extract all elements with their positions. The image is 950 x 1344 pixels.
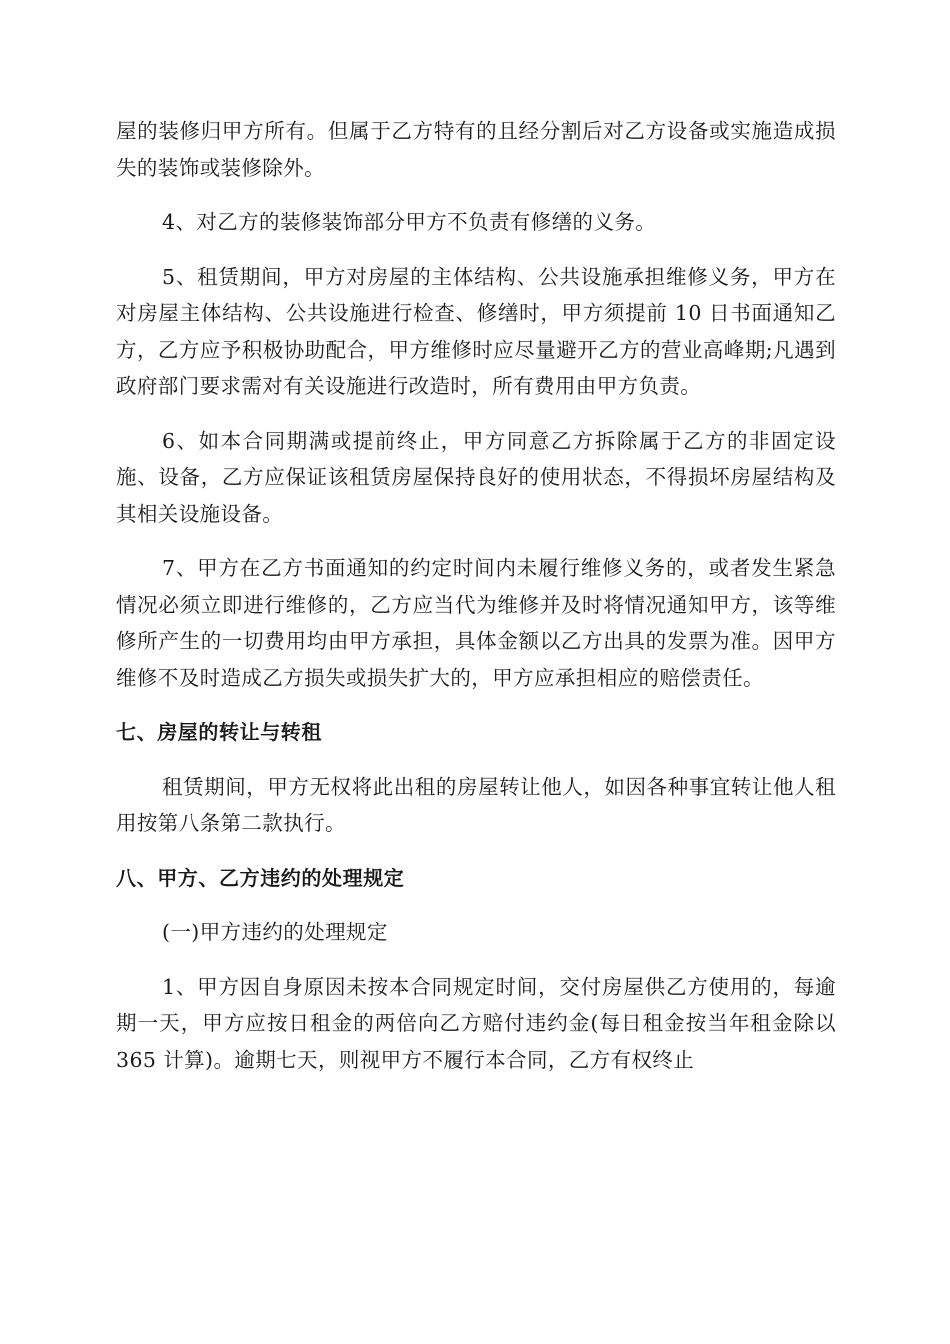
section-8-subheading: (一)甲方违约的处理规定: [162, 920, 388, 944]
clause-6: 6、如本合同期满或提前终止，甲方同意乙方拆除属于乙方的非固定设施、设备，乙方应保证该租赁房屋保持良好的使用状态，不得损坏房屋结构及其相关设施设备。: [116, 428, 836, 526]
paragraph-continuation: 屋的装修归甲方所有。但属于乙方特有的且经分割后对乙方设备或实施造成损失的装饰或装修除外。: [116, 119, 836, 180]
clause-7: 7、甲方在乙方书面通知的约定时间内未履行维修义务的，或者发生紧急情况必须立即进行维修的，乙方应当代为维修并及时将情况通知甲方，该等维修所产生的一切费用均由甲方承担，具体金额以乙方出具的发票为准。因甲方维修不及时造成乙方损失或损失扩大的，甲方应承担相应的赔偿责任。: [116, 556, 836, 690]
document-body: [116, 113, 836, 1096]
section-7-heading: 七、房屋的转让与转租: [116, 720, 322, 744]
section-8-item-1: 1、甲方因自身原因未按本合同规定时间，交付房屋供乙方使用的，每逾期一天，甲方应按日租金的两倍向乙方赔付违约金(每日租金按当年租金除以 365 计算)。逾期七天，则视甲方不履行本合同，乙方有权终止: [116, 974, 836, 1072]
clause-4: 4、对乙方的装修装饰部分甲方不负责有修缮的义务。: [162, 210, 657, 234]
clause-5: 5、租赁期间，甲方对房屋的主体结构、公共设施承担维修义务，甲方在对房屋主体结构、公共设施进行检查、修缮时，甲方须提前 10 日书面通知乙方，乙方应予积极协助配合，甲方维修时应尽量避开乙方的营业高峰期;凡遇到政府部门要求需对有关设施进行改造时，所有费用由甲方负责。: [116, 264, 836, 398]
section-7-body: 租赁期间，甲方无权将此出租的房屋转让他人，如因各种事宜转让他人租用按第八条第二款执行。: [116, 774, 836, 835]
section-8-heading: 八、甲方、乙方违约的处理规定: [116, 865, 405, 890]
